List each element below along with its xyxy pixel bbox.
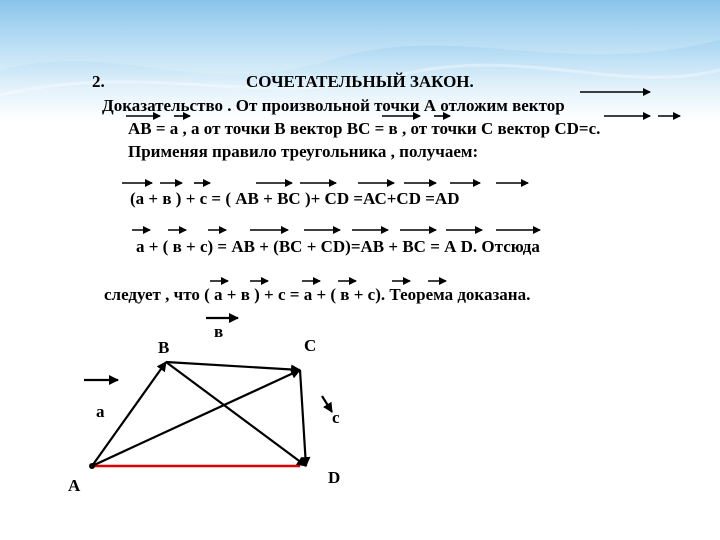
formula-1: (а + в ) + с = ( АВ + ВС )+ СD =АС+СD =АD bbox=[130, 189, 460, 208]
conclusion-text: следует , что ( а + в ) + с = а + ( в + с). Теорема доказана. bbox=[104, 285, 531, 304]
vector-c-label: с bbox=[332, 408, 340, 427]
vector-b-label: в bbox=[214, 322, 224, 341]
vector-cd bbox=[300, 370, 306, 466]
proof-line-1: Доказательство . От произвольной точки А отложим вектор bbox=[102, 96, 565, 115]
formula-2: а + ( в + с) = АВ + (ВС + СD)=АВ + ВС = А D. Отсюда bbox=[136, 237, 540, 256]
point-a-dot bbox=[89, 463, 95, 469]
vector-bc bbox=[166, 362, 300, 370]
slide-number: 2. bbox=[92, 72, 105, 91]
point-a-label: А bbox=[68, 476, 81, 495]
point-c-label: С bbox=[304, 336, 317, 355]
vector-a-label: а bbox=[96, 402, 105, 421]
point-d-label: D bbox=[328, 468, 341, 487]
slide-title: СОЧЕТАТЕЛЬНЫЙ ЗАКОН. bbox=[246, 72, 474, 91]
proof-line-3: Применяя правило треугольника , получаем: bbox=[128, 142, 479, 161]
vector-c-free bbox=[322, 396, 332, 412]
point-b-label: В bbox=[158, 338, 170, 357]
proof-line-2: АВ = а , а от точки В вектор ВС = в , от точки С вектор СD=с. bbox=[128, 119, 601, 138]
